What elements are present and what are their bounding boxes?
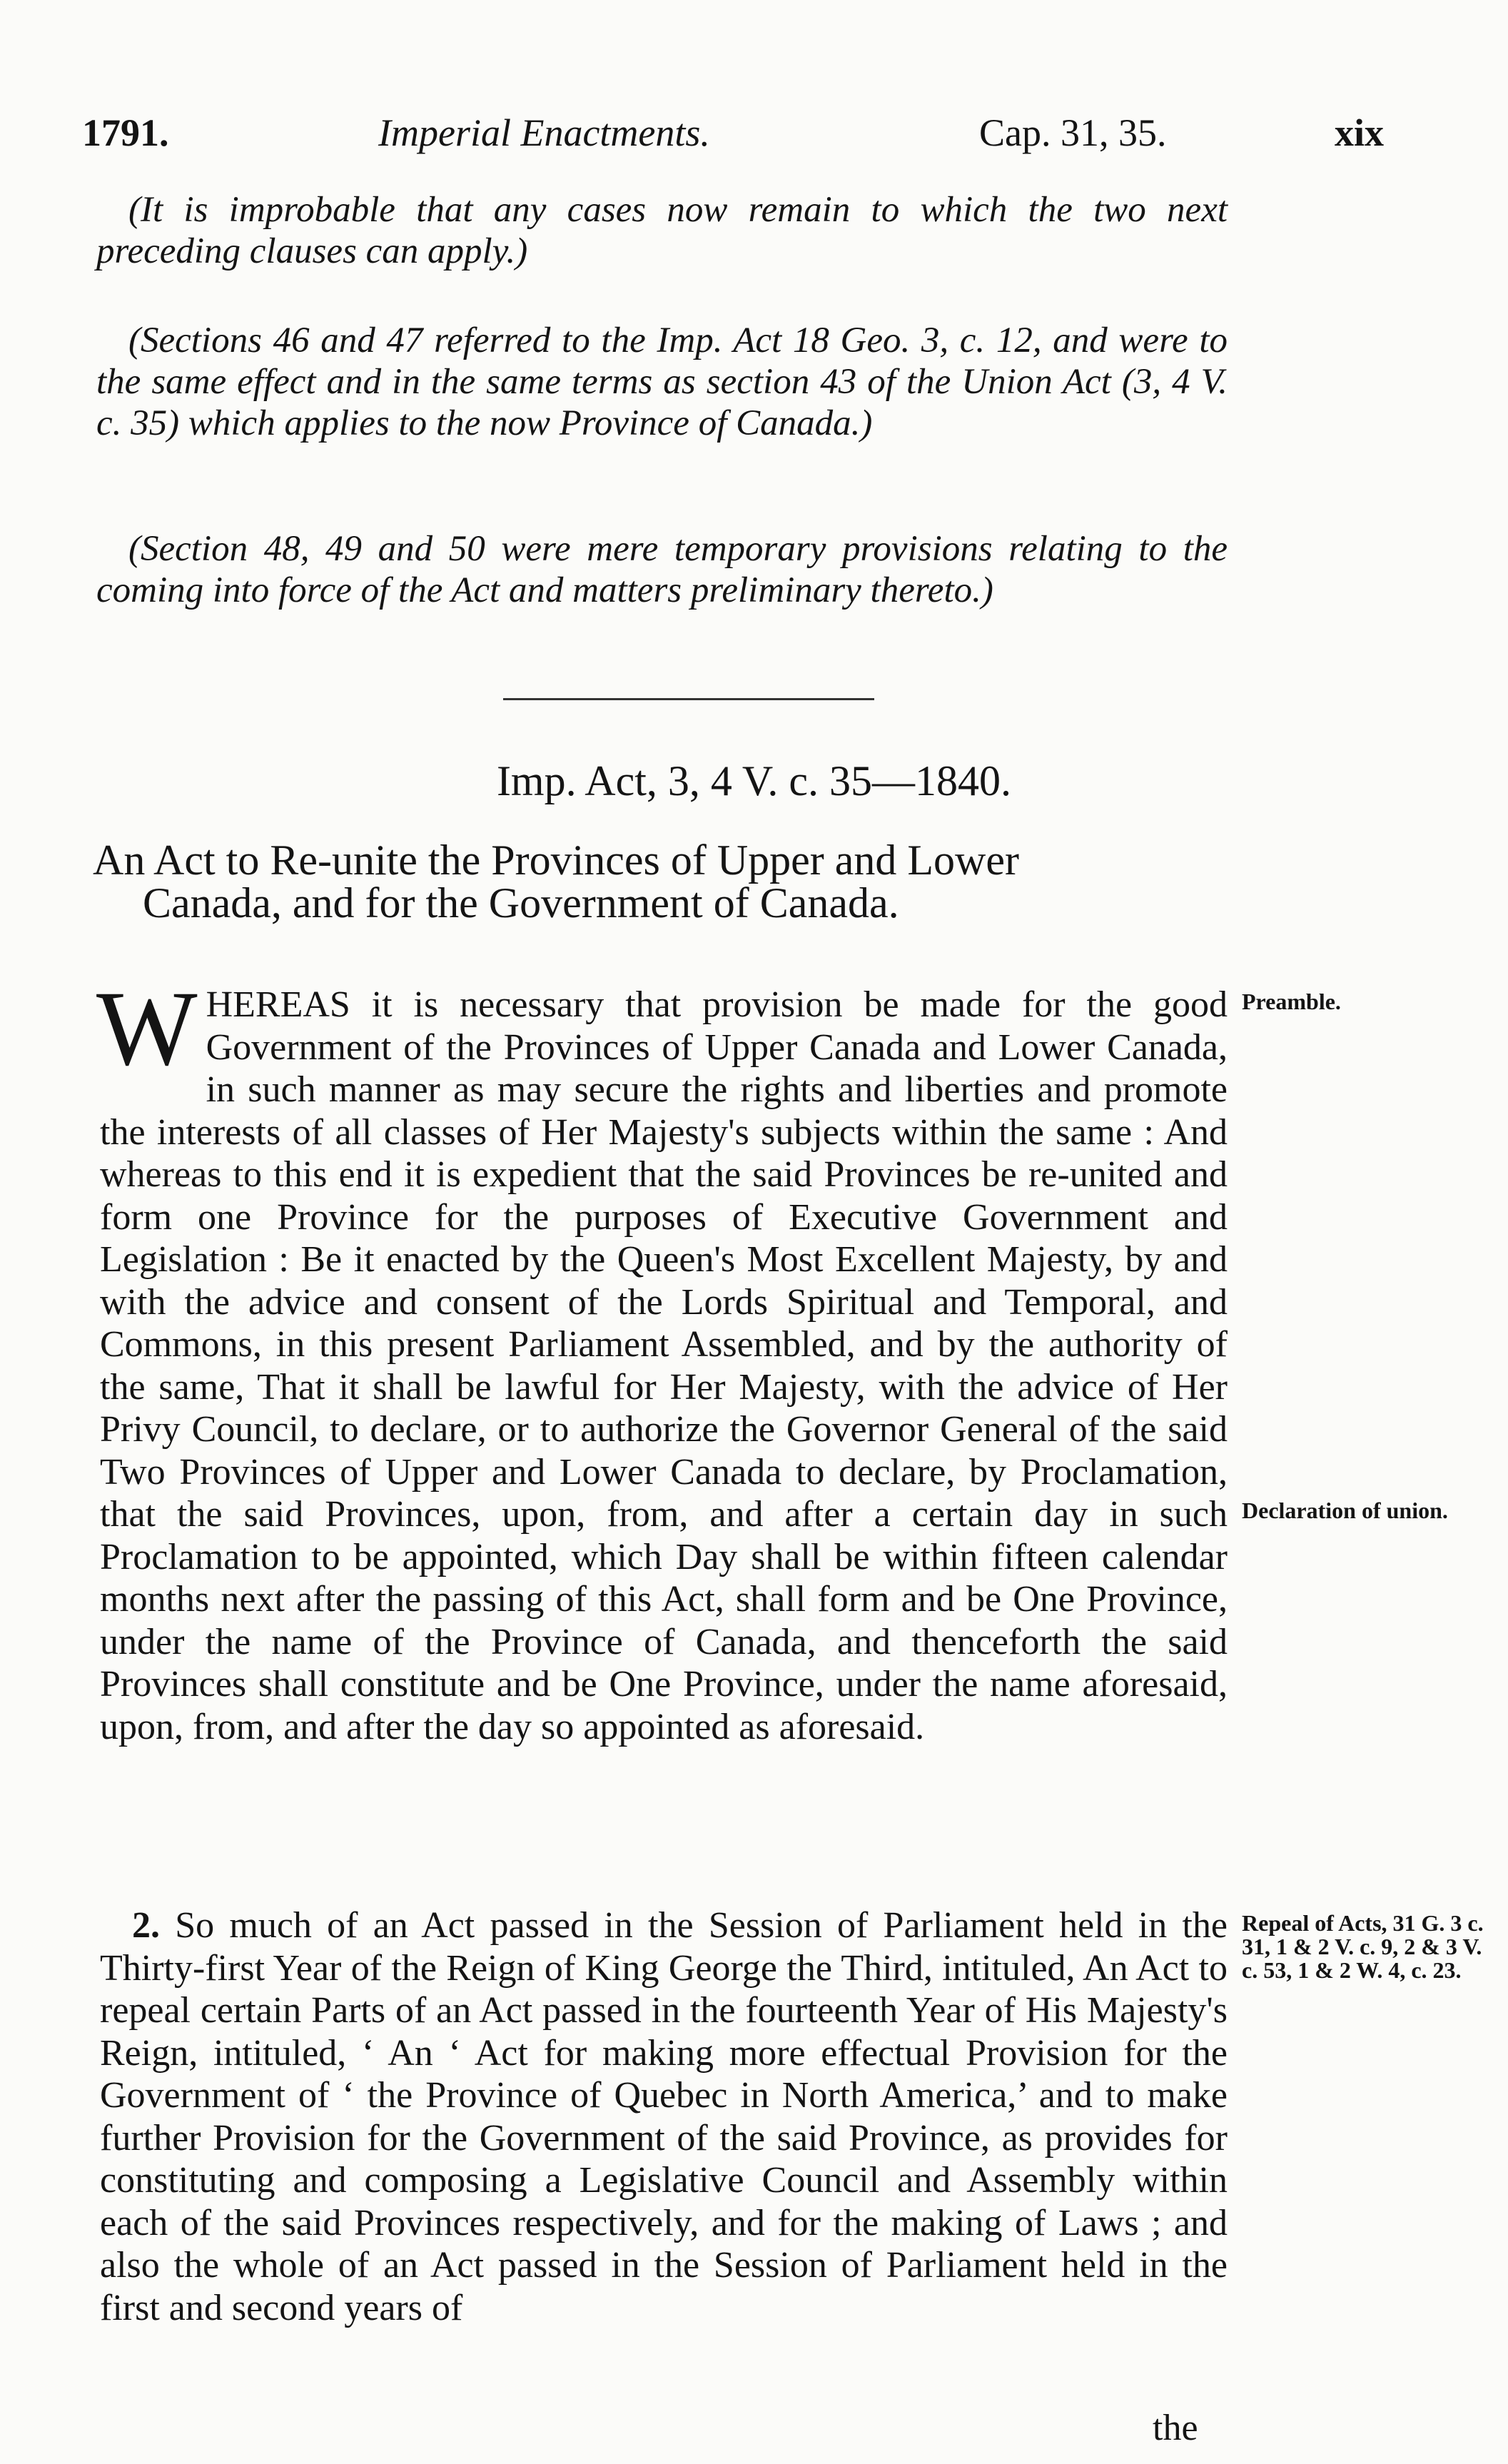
drop-cap: W [96,969,198,1088]
page-number: xix [1335,111,1385,154]
running-head-year: 1791. [82,111,169,154]
section-2-paragraph [100,1904,1228,2329]
act-title [93,839,1235,924]
running-head-chapter: Cap. 31, 35. [979,111,1167,154]
catchword: the [1153,2408,1198,2448]
margin-note-declaration: Declaration of union. [1242,1498,1448,1523]
editorial-note: (Section 48, 49 and 50 were mere temporary provisions relating to the coming into force of the Act and matters preliminary thereto.) [96,529,1228,610]
margin-note-repeal: Repeal of Acts, 31 G. 3 c. 31, 1 & 2 V. c. 9, 2 & 3 V. c. 53, 1 & 2 W. 4, c. 23. [1242,1910,1484,1983]
act-title-line: Canada, and for the Government of Canada. [143,879,899,926]
act-heading: Imp. Act, 3, 4 V. c. 35—1840. [496,757,1012,804]
section-number: 2. [132,1905,160,1946]
margin-note-preamble: Preamble. [1242,989,1341,1014]
running-head [0,111,1508,161]
act-title-line: An Act to Re-unite the Provinces of Upper and Lower [93,837,1019,884]
section-2-text: So much of an Act passed in the Session of Parliament held in the Thirty-first Year of the Reign of King George the Third, intituled, An Act to repeal certain Parts of an Act passed in the fourteenth Year of His Majesty's Reign, intituled, ‘ An ‘ Act for making more effectual Provision for the Government of ‘ the Province of Quebec in North America,’ and to make further Provision for the Government of the said Province, as provides for constituting and composing a Legislative Council and Assembly within each of the said Provinces respectively, and for the making of Laws ; and also the whole of an Act passed in the Session of Parliament held in the first and second years of [100,1905,1228,2328]
preamble-text: HEREAS it is necessary that provision be made for the good Government of the Provinces of Upper Canada and Lower Canada, in such manner as may secure the rights and liberties and promote the interests of all classes of Her Majesty's subjects within the same : And whereas to this end it is expedient that the said Provinces be re-united and form one Province for the purposes of Executive Government and Legislation : Be it enacted by the Queen's Most Excellent Majesty, by and with the advice and consent of the Lords Spiritual and Temporal, and Commons, in this present Parliament Assembled, and by the authority of the same, That it shall be lawful for Her Majesty, with the advice of Her Privy Council, to declare, or to authorize the Governor General of the said Two Provinces of Upper and Lower Canada to declare, by Proclamation, that the said Provinces, upon, from, and after a certain day in such Proclamation to be appointed, which Day shall be within fifteen calendar months next after the passing of this Act, shall form and be One Province, under the name of the Province of Canada, and thenceforth the said Provinces shall constitute and be One Province, under the name aforesaid, upon, from, and after the day so appointed as aforesaid. [100,984,1228,1747]
section-divider [503,698,874,700]
preamble-paragraph [96,969,1228,1748]
editorial-note: (Sections 46 and 47 referred to the Imp. Act 18 Geo. 3, c. 12, and were to the same effect and in the same terms as section 43 of the Union Act (3, 4 V. c. 35) which applies to the now Province of Canada.) [96,320,1228,443]
running-head-title: Imperial Enactments. [378,111,710,154]
editorial-note: (It is improbable that any cases now remain to which the two next preceding clauses can apply.) [96,190,1228,271]
